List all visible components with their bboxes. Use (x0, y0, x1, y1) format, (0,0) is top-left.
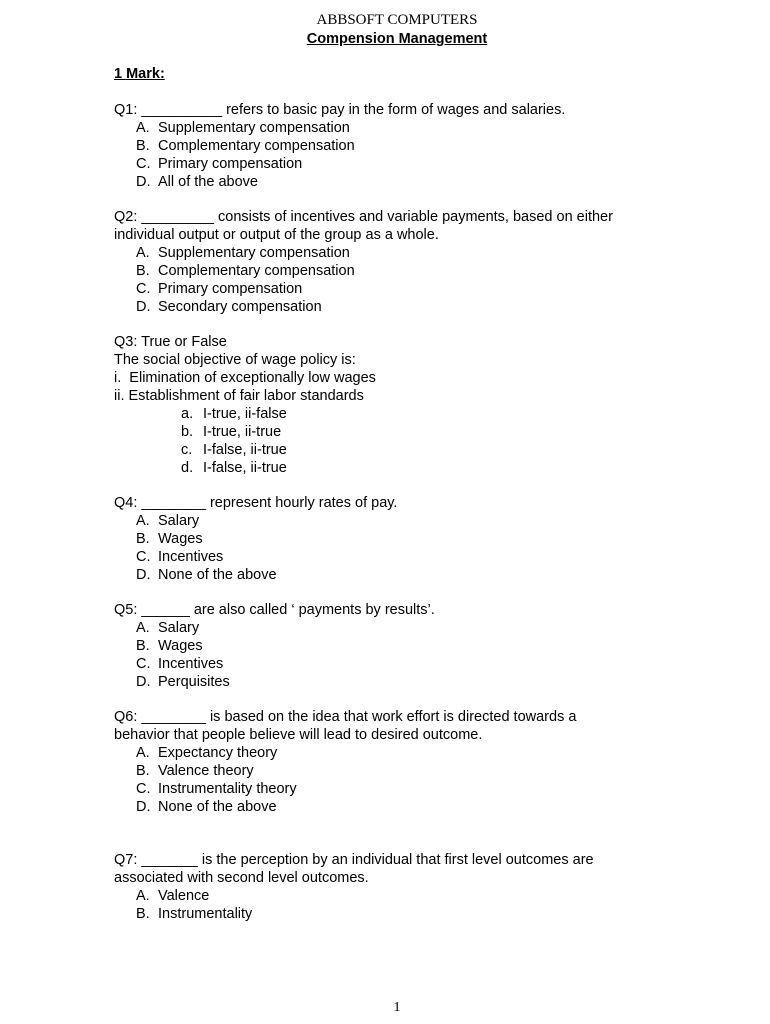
question-5 (114, 601, 654, 691)
question-text: ii. Establishment of fair labor standards (114, 388, 364, 404)
question-7 (114, 851, 654, 923)
question-text: Q7: _______ is the perception by an individual that first level outcomes are (114, 852, 594, 868)
option-b: B. Instrumentality (136, 906, 253, 922)
question-text: Q4: ________ represent hourly rates of pay. (114, 495, 398, 511)
document-title: Compension Management (306, 31, 488, 47)
option-c: C. Instrumentality theory (136, 781, 297, 797)
option-a: A. Expectancy theory (136, 745, 278, 761)
option-b: B. Complementary compensation (136, 138, 355, 154)
question-6 (114, 708, 654, 816)
option-d: D. All of the above (136, 174, 258, 190)
option-c: C. Primary compensation (136, 156, 303, 172)
option-d: D. None of the above (136, 567, 277, 583)
question-text: The social objective of wage policy is: (114, 352, 356, 368)
option-a: A. Salary (136, 620, 200, 636)
option-a: A. Supplementary compensation (136, 245, 350, 261)
option-d: D. Perquisites (136, 674, 230, 690)
option-c: C. Incentives (136, 656, 224, 672)
option-a: A. Salary (136, 513, 200, 529)
option-c: c. I-false, ii-true (181, 442, 287, 458)
option-d: D. Secondary compensation (136, 299, 322, 315)
option-c: C. Incentives (136, 549, 224, 565)
option-a: A. Valence (136, 888, 210, 904)
company-name: ABBSOFT COMPUTERS (316, 12, 478, 28)
question-text: Q6: ________ is based on the idea that work effort is directed towards a (114, 709, 577, 725)
question-text: individual output or output of the group as a whole. (114, 227, 439, 243)
question-text: Q3: True or False (114, 334, 227, 350)
question-1 (114, 101, 654, 191)
option-b: b. I-true, ii-true (181, 424, 282, 440)
option-a: a. I-true, ii-false (181, 406, 287, 422)
question-text: Q5: ______ are also called ‘ payments by results’. (114, 602, 435, 618)
section-heading: 1 Mark: (114, 66, 165, 82)
question-3 (114, 333, 654, 477)
question-text: i. Elimination of exceptionally low wages (114, 370, 376, 386)
option-b: B. Wages (136, 638, 203, 654)
option-b: B. Valence theory (136, 763, 254, 779)
question-text: Q2: _________ consists of incentives and variable payments, based on either (114, 209, 613, 225)
question-text: behavior that people believe will lead to desired outcome. (114, 727, 483, 743)
option-b: B. Wages (136, 531, 203, 547)
option-c: C. Primary compensation (136, 281, 303, 297)
question-2 (114, 208, 654, 316)
question-text: Q1: __________ refers to basic pay in the form of wages and salaries. (114, 102, 566, 118)
option-d: d. I-false, ii-true (181, 460, 287, 476)
option-b: B. Complementary compensation (136, 263, 355, 279)
page-number: 1 (393, 1000, 401, 1015)
question-text: associated with second level outcomes. (114, 870, 369, 886)
option-a: A. Supplementary compensation (136, 120, 350, 136)
option-d: D. None of the above (136, 799, 277, 815)
question-4 (114, 494, 654, 584)
